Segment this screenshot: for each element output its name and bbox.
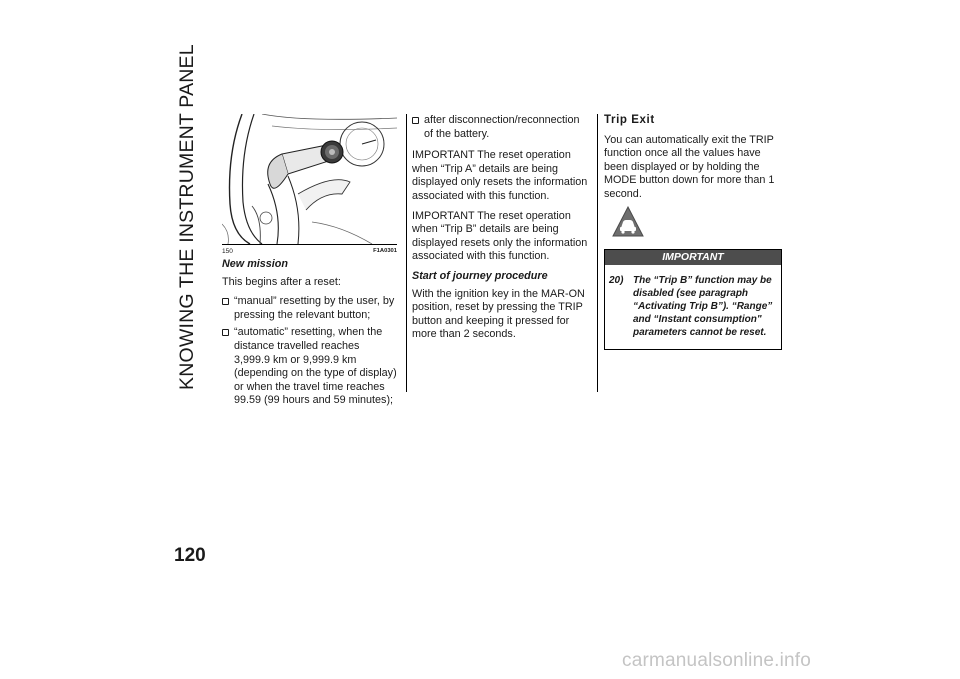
note-text: The “Trip B” function may be disabled (see paragraph “Activating Trip B”). “Range” and “Instant consumption" parameters cannot be reset. [633,275,773,338]
new-mission-intro: This begins after a reset: [222,275,341,288]
checkbox-bullet-icon [222,329,229,336]
trip-exit-text: You can automatically exit the TRIP function once all the values have been displayed or by holding the MODE button down for more than 1 second. [604,133,775,200]
checkbox-bullet-icon [412,117,419,124]
new-mission-heading: New mission [222,258,288,270]
start-journey-heading: Start of journey procedure [412,269,548,282]
start-journey-text: With the ignition key in the MAR-ON position, reset by pressing the TRIP button and keeping it pressed for more than 2 seconds. [412,287,585,341]
list-item [222,326,398,408]
list-item [412,114,588,141]
trip-exit-heading: Trip Exit [604,114,655,126]
figure-caption [222,244,397,256]
page-number: 120 [174,545,206,566]
section-side-title: KNOWING THE INSTRUMENT PANEL [176,44,198,390]
steering-wheel-illustration [222,114,397,244]
important-body [605,265,781,349]
important-section [604,206,782,350]
list-item-text: “manual” resetting by the user, by pressing the relevant button; [234,295,395,321]
list-item [222,295,398,322]
column-2 [412,114,588,348]
column-divider [406,114,407,392]
important-box [604,249,782,350]
list-item-text: after disconnection/reconnection of the battery. [424,114,580,140]
trip-a-important-note: IMPORTANT The reset operation when “Trip A” details are being displayed only resets the information associated with this function. [412,149,588,202]
figure-code: F1A0301 [373,247,397,254]
checkbox-bullet-icon [222,298,229,305]
car-warning-icon [612,206,644,238]
figure-callout-number: 150 [222,247,233,255]
note-number: 20) [609,275,624,286]
steering-wheel-figure [222,114,397,244]
list-item-text: “automatic” resetting, when the distance travelled reaches 3,999.9 km or 9,999.9 km (depending on the type of display) or when the travel time reaches 99.59 (99 hours and 59 minutes); [234,326,397,407]
important-title: IMPORTANT [605,250,781,265]
column-1 [222,114,398,412]
column-divider [597,114,598,392]
column-3 [604,114,782,208]
watermark: carmanualsonline.info [622,650,812,671]
trip-b-important-note: IMPORTANT The reset operation when “Trip B” details are being displayed resets only the information associated with this function. [412,209,588,263]
